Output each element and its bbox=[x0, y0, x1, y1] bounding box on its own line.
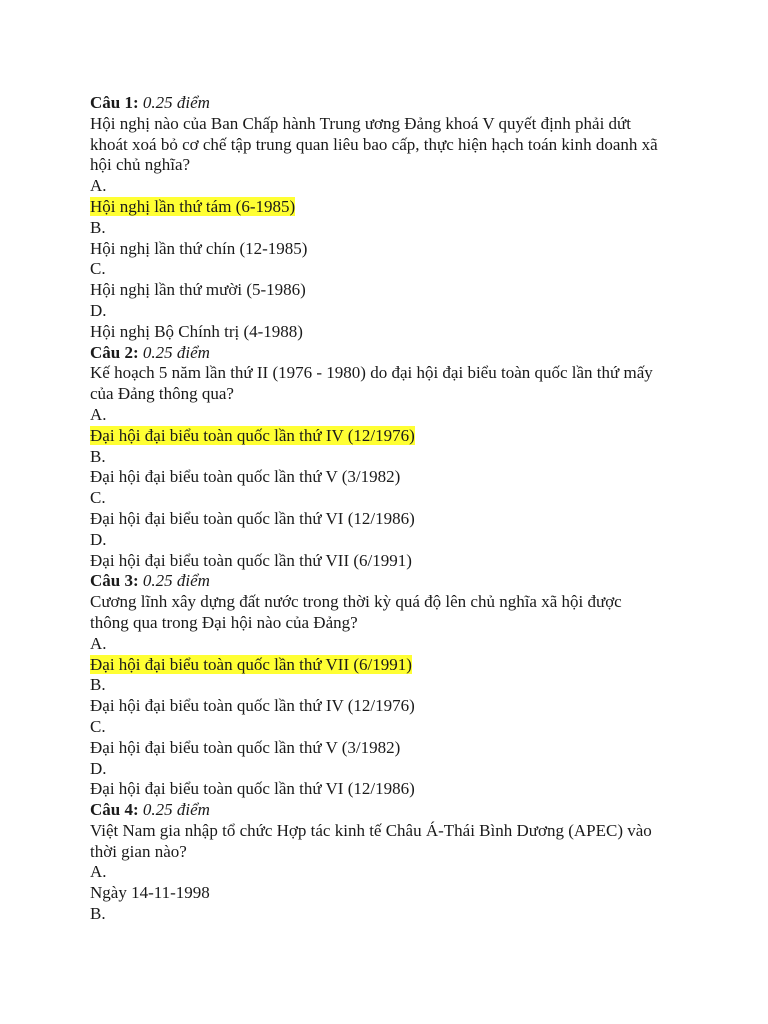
question-points: 0.25 điểm bbox=[142, 342, 210, 362]
option-letter: B. bbox=[90, 217, 106, 237]
question-block bbox=[90, 800, 690, 925]
option-letter: C. bbox=[90, 716, 106, 736]
question-points: 0.25 điểm bbox=[142, 571, 210, 591]
answer-text: Đại hội đại biểu toàn quốc lần thứ IV (12/1976) bbox=[90, 696, 415, 716]
answer-text: Đại hội đại biểu toàn quốc lần thứ VI (12/1986) bbox=[90, 779, 415, 799]
option-text[interactable] bbox=[90, 696, 690, 717]
option-letter: A. bbox=[90, 176, 107, 196]
option-letter: D. bbox=[90, 758, 107, 778]
answer-text: Đại hội đại biểu toàn quốc lần thứ VI (12/1986) bbox=[90, 508, 415, 528]
option-letter: C. bbox=[90, 488, 106, 508]
answer-text: Hội nghị lần thứ chín (12-1985) bbox=[90, 238, 308, 258]
option-text[interactable] bbox=[90, 197, 690, 218]
question-text: Cương lĩnh xây dựng đất nước trong thời kỳ quá độ lên chủ nghĩa xã hội được bbox=[90, 592, 622, 612]
option-text[interactable] bbox=[90, 883, 690, 904]
question-number: Câu 1: bbox=[90, 93, 139, 112]
question-text: thông qua trong Đại hội nào của Đảng? bbox=[90, 612, 358, 632]
question-text: Việt Nam gia nhập tổ chức Hợp tác kinh tế Châu Á-Thái Bình Dương (APEC) vào bbox=[90, 820, 652, 840]
quiz-document bbox=[90, 93, 690, 925]
option-letter: B. bbox=[90, 446, 106, 466]
option-text[interactable] bbox=[90, 655, 690, 676]
option-text[interactable] bbox=[90, 509, 690, 530]
answer-text: Đại hội đại biểu toàn quốc lần thứ V (3/1982) bbox=[90, 467, 401, 487]
answer-text: Đại hội đại biểu toàn quốc lần thứ V (3/1982) bbox=[90, 737, 401, 757]
option-text[interactable] bbox=[90, 551, 690, 572]
option-text[interactable] bbox=[90, 239, 690, 260]
answer-text: Hội nghị Bộ Chính trị (4-1988) bbox=[90, 321, 303, 341]
answer-text: Hội nghị lần thứ mười (5-1986) bbox=[90, 280, 306, 300]
question-block bbox=[90, 93, 690, 343]
highlighted-answer: Đại hội đại biểu toàn quốc lần thứ VII (6/1991) bbox=[90, 654, 412, 674]
question-text: thời gian nào? bbox=[90, 841, 187, 861]
highlighted-answer: Hội nghị lần thứ tám (6-1985) bbox=[90, 196, 296, 216]
question-text: của Đảng thông qua? bbox=[90, 384, 234, 404]
question-text: Kế hoạch 5 năm lần thứ II (1976 - 1980) do đại hội đại biểu toàn quốc lần thứ mấy bbox=[90, 363, 653, 383]
option-text[interactable] bbox=[90, 738, 690, 759]
question-block bbox=[90, 571, 690, 800]
option-text[interactable] bbox=[90, 426, 690, 447]
answer-text: Đại hội đại biểu toàn quốc lần thứ VII (6/1991) bbox=[90, 550, 412, 570]
question-block bbox=[90, 343, 690, 572]
question-heading bbox=[90, 343, 690, 364]
question-heading bbox=[90, 800, 690, 821]
answer-text: Ngày 14-11-1998 bbox=[90, 883, 210, 903]
option-letter: A. bbox=[90, 862, 107, 882]
question-number: Câu 2: bbox=[90, 342, 139, 362]
question-heading bbox=[90, 571, 690, 592]
option-letter: C. bbox=[90, 259, 106, 279]
question-points: 0.25 điểm bbox=[142, 800, 210, 820]
option-text[interactable] bbox=[90, 280, 690, 301]
question-text: Hội nghị nào của Ban Chấp hành Trung ương Đảng khoá V quyết định phải dứt bbox=[90, 113, 631, 133]
option-letter: D. bbox=[90, 529, 107, 549]
question-points: 0.25 điểm bbox=[142, 93, 210, 112]
option-letter: B. bbox=[90, 904, 106, 924]
question-text: khoát xoá bỏ cơ chế tập trung quan liêu bao cấp, thực hiện hạch toán kinh doanh xã bbox=[90, 134, 658, 154]
option-text[interactable] bbox=[90, 779, 690, 800]
option-text[interactable] bbox=[90, 467, 690, 488]
option-letter: A. bbox=[90, 633, 107, 653]
question-heading bbox=[90, 93, 690, 114]
highlighted-answer: Đại hội đại biểu toàn quốc lần thứ IV (12/1976) bbox=[90, 425, 415, 445]
question-number: Câu 4: bbox=[90, 800, 139, 820]
option-letter: A. bbox=[90, 404, 107, 424]
option-text[interactable] bbox=[90, 322, 690, 343]
question-text: hội chủ nghĩa? bbox=[90, 155, 191, 175]
option-letter: D. bbox=[90, 300, 107, 320]
option-letter: B. bbox=[90, 675, 106, 695]
question-number: Câu 3: bbox=[90, 571, 139, 591]
